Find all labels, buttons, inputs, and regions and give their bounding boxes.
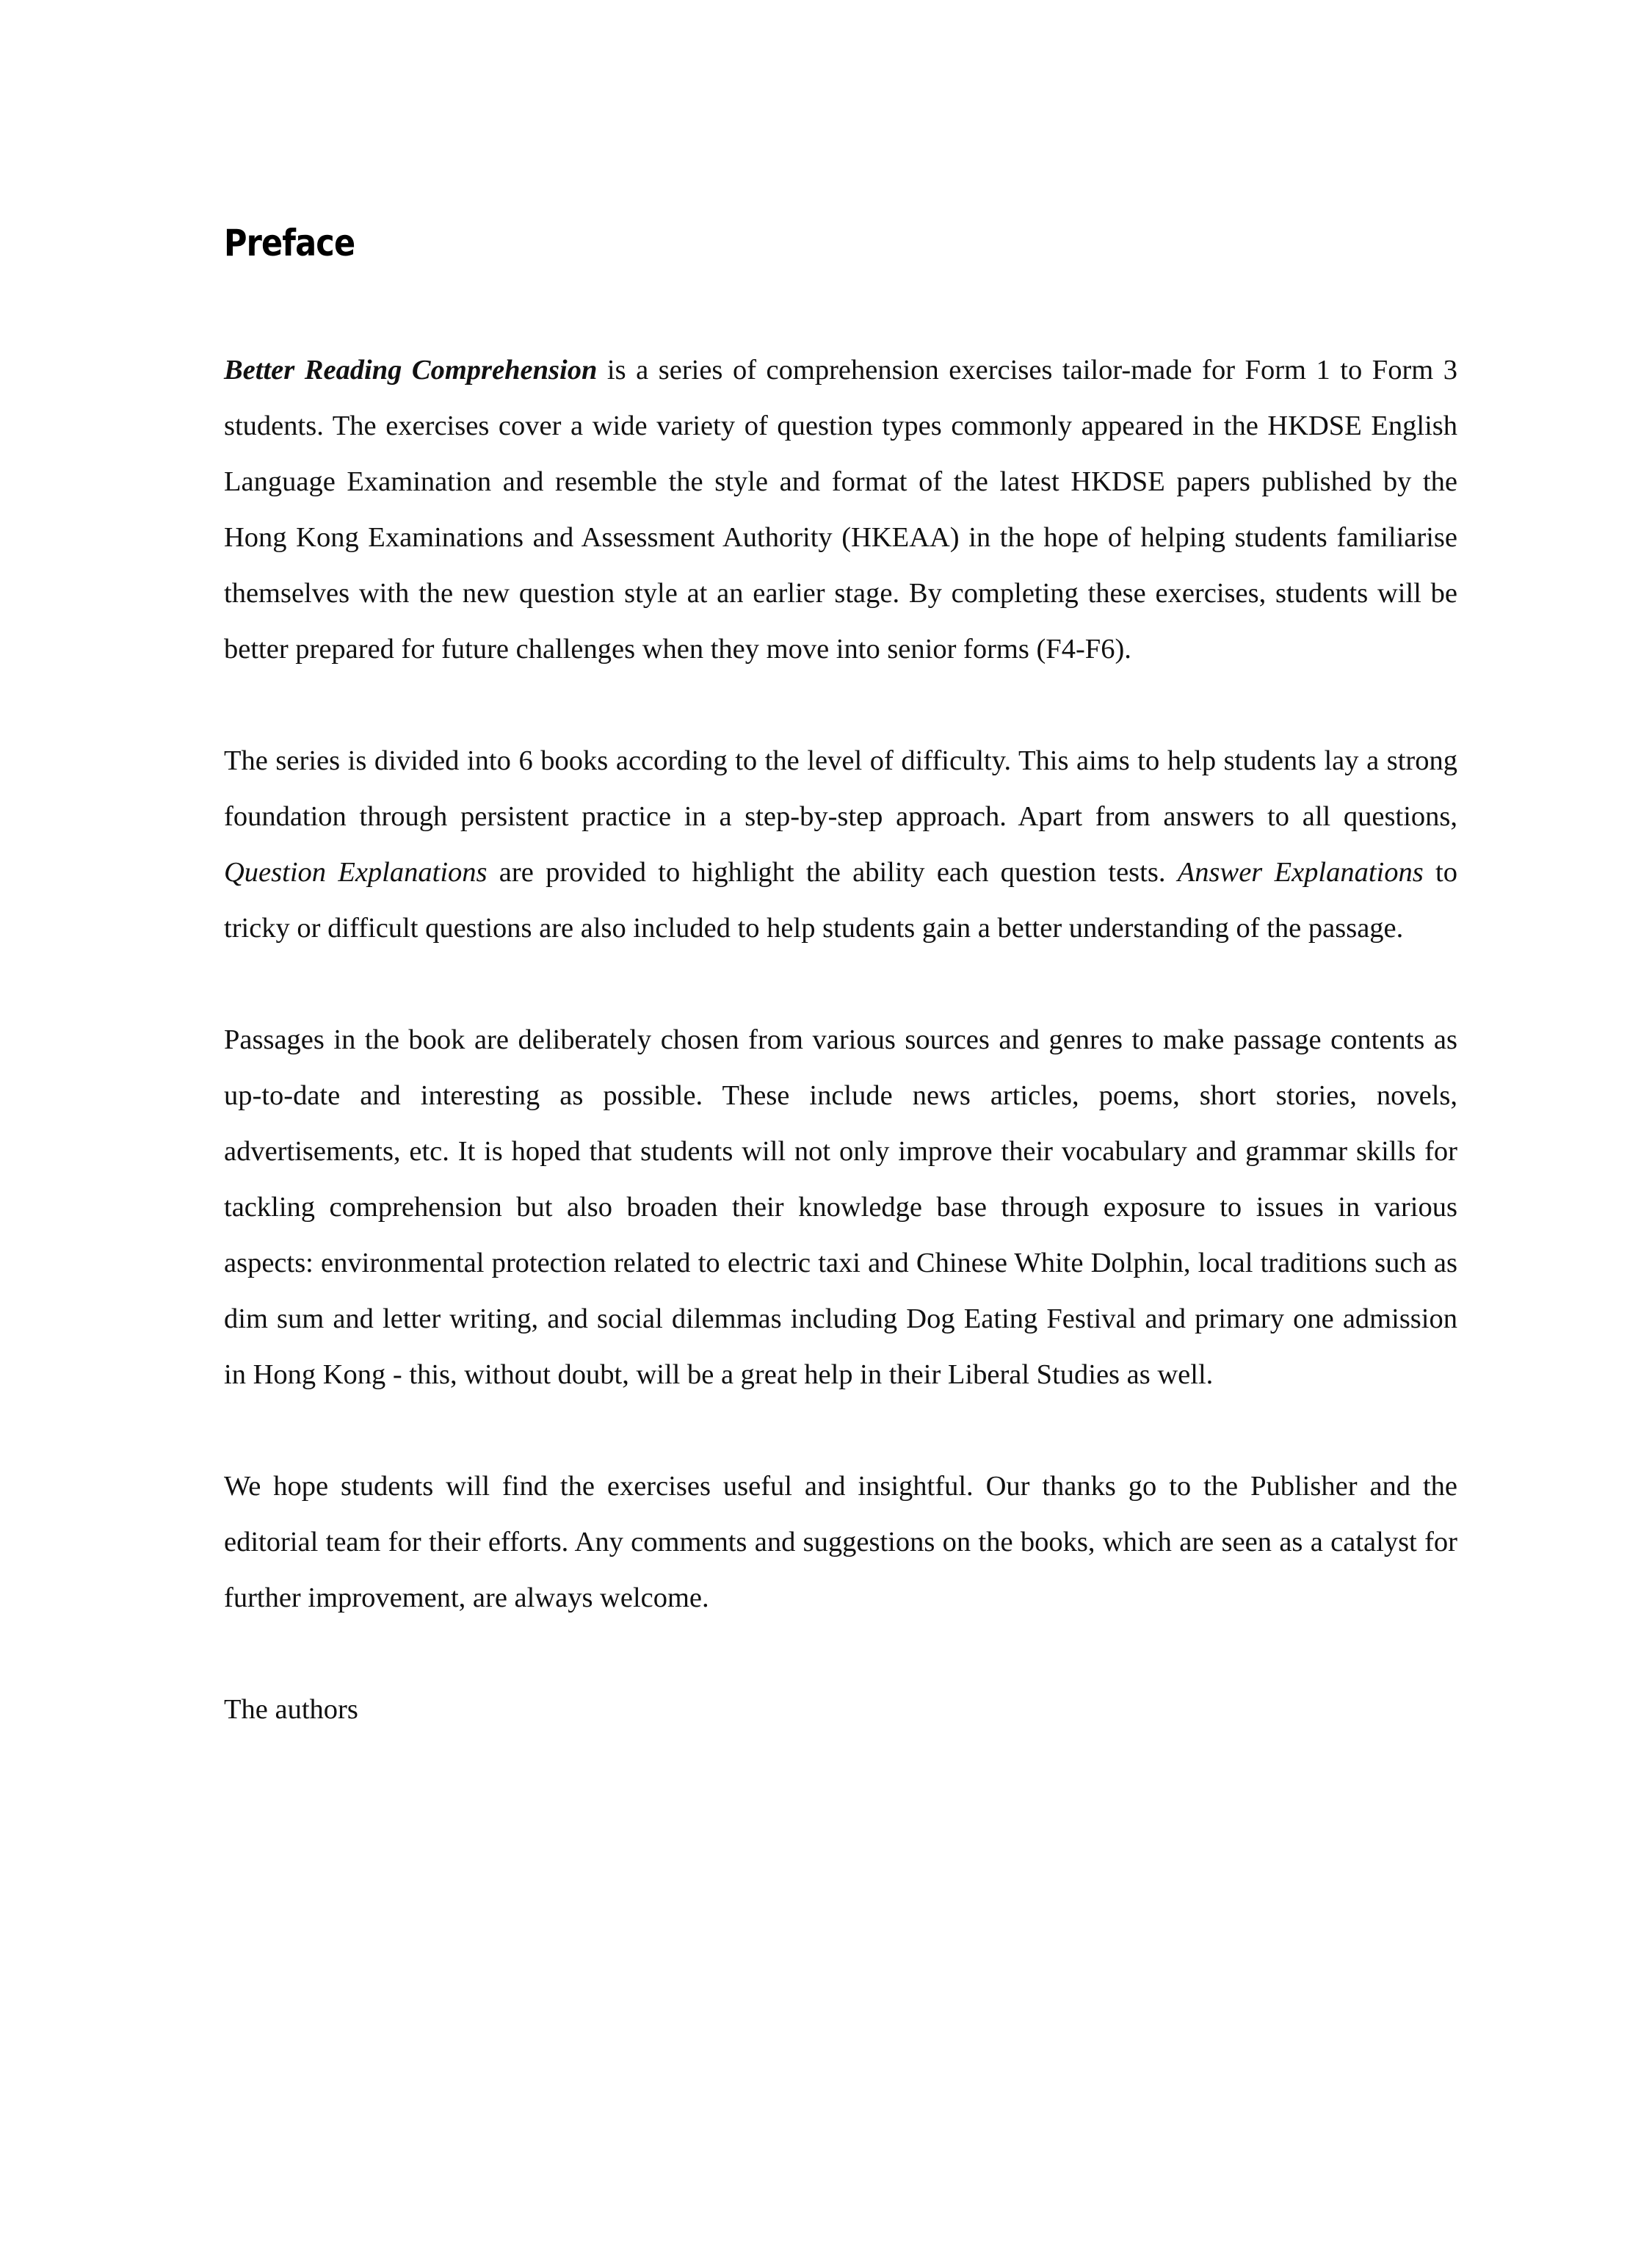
- paragraph-text: are provided to highlight the ability each question tests.: [487, 857, 1178, 888]
- paragraph-text: to tricky or difficult questions are also included to help students gain a better understanding of the passage.: [224, 857, 1457, 944]
- preface-body: [224, 342, 1457, 1737]
- answer-explanations-term: Answer Explanations: [1177, 857, 1424, 888]
- paragraph-intro: [224, 342, 1457, 677]
- paragraph-text: is a series of comprehension exercises tailor-made for Form 1 to Form 3 students. The exercises cover a wide variety of question types commonly appeared in the HKDSE English Language Examination and resemble the style and format of the latest HKDSE papers published by the Hong Kong Examinations and Assessment Authority (HKEAA) in the hope of helping students familiarise themselves with the new question style at an earlier stage. By completing these exercises, students will be better prepared for future challenges when they move into senior forms (F4-F6).: [224, 355, 1457, 665]
- paragraph-series: [224, 733, 1457, 956]
- paragraph-text: The series is divided into 6 books according to the level of difficulty. This aims to help students lay a strong foundation through persistent practice in a step-by-step approach. Apart from answers to all questions,: [224, 745, 1457, 832]
- paragraph-text: Passages in the book are deliberately chosen from various sources and genres to make passage contents as up-to-date and interesting as possible. These include news articles, poems, short stories, novels, advertisements, etc. It is hoped that students will not only improve their vocabulary and grammar skills for tackling comprehension but also broaden their knowledge base through exposure to issues in various aspects: environmental protection related to electric taxi and Chinese White Dolphin, local traditions such as dim sum and letter writing, and social dilemmas including Dog Eating Festival and primary one admission in Hong Kong - this, without doubt, will be a great help in their Liberal Studies as well.: [224, 1024, 1457, 1390]
- signature: The authors: [224, 1694, 358, 1725]
- page-title: Preface: [224, 222, 355, 264]
- paragraph-passages: [224, 1012, 1457, 1403]
- paragraph-text: We hope students will find the exercises useful and insightful. Our thanks go to the Publisher and the editorial team for their efforts. Any comments and suggestions on the books, which are seen as a catalyst for further improvement, are always welcome.: [224, 1471, 1457, 1613]
- question-explanations-term: Question Explanations: [224, 857, 488, 888]
- book-title: Better Reading Comprehension: [224, 355, 598, 386]
- paragraph-thanks: [224, 1458, 1457, 1626]
